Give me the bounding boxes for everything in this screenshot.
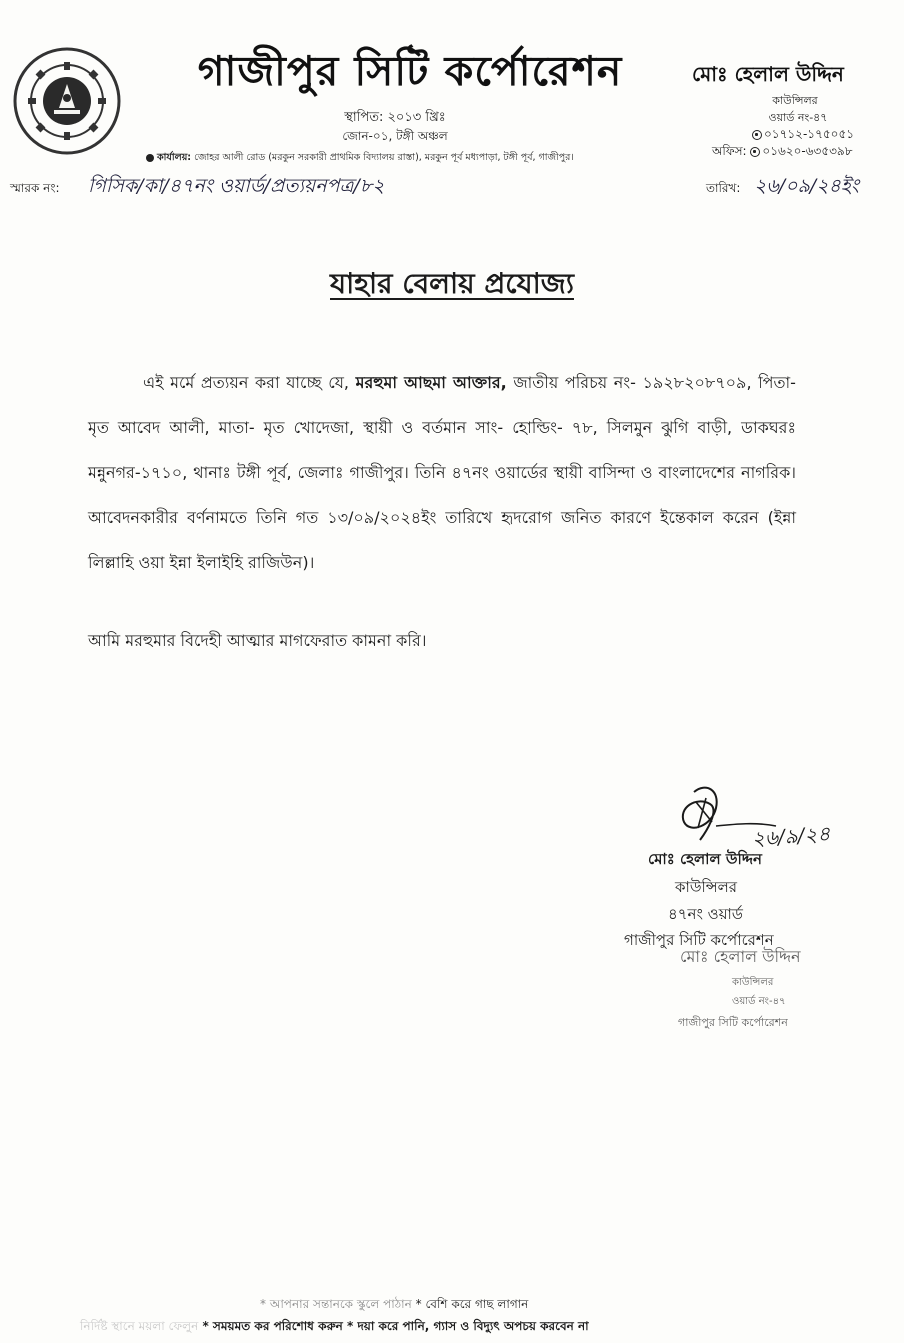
document-heading: যাহার বেলায় প্রযোজ্য — [330, 267, 574, 300]
signatory-org: গাজীপুর সিটি কর্পোরেশন — [624, 931, 774, 949]
councillor-title: কাউন্সিলর — [772, 94, 818, 107]
office-label: কার্যালয়: — [157, 152, 192, 163]
memo-number-label: স্মারক নং: — [10, 181, 60, 195]
signatory-name: মোঃ হেলাল উদ্দিন — [648, 850, 762, 868]
condolence-line: আমি মরহুমার বিদেহী আত্মার মাগফেরাত কামনা করি। — [88, 631, 427, 650]
footer-slogan-line-2 — [80, 1318, 900, 1338]
paragraph-intro: এই মর্মে প্রত্যয়ন করা যাচ্ছে যে, — [143, 373, 349, 392]
certificate-paragraph — [88, 360, 796, 585]
seal-org: গাজীপুর সিটি কর্পোরেশন — [678, 1016, 788, 1029]
paragraph-details: জাতীয় পরিচয় নং- ১৯২৮২০৮৭০৯, পিতা- মৃত আবেদ আলী, মাতা- মৃত খোদেজা, স্থায়ী ও বর্তমান সাং- হোল্ডিং- ৭৮, সিলমুন ঝুগি বাড়ী, ডাকঘরঃ মন্নুনগর-১৭১০, থানাঃ টঙ্গী পূর্ব, জেলাঃ গাজীপুর। তিনি ৪৭নং ওয়ার্ডের স্থায়ী বাসিন্দা ও বাংলাদেশের নাগরিক। আবেদনকারীর বর্ণনামতে তিনি গত ১৩/০৯/২০২৪ইং তারিখে হৃদরোগ জনিত কারণে ইন্তেকাল করেন (ইন্না লিল্লাহি ওয়া ইন্না ইলাইহি রাজিউন)। — [88, 373, 796, 572]
zone-label: জোন-০১, টঙ্গী অঞ্চল — [342, 129, 448, 143]
gazipur-city-corporation-logo-icon — [12, 46, 122, 156]
org-title: গাজীপুর সিটি কর্পোরেশন — [197, 47, 623, 95]
date-value: ২৬/০৯/২৪ইং — [754, 175, 859, 197]
established-year: স্থাপিত: ২০১৩ খ্রিঃ — [344, 110, 446, 125]
footer-slogan-trees: * বেশি করে গাছ লাগান — [415, 1297, 529, 1311]
footer-slogan-school: * আপনার সন্তানকে স্কুলে পাঠান — [260, 1297, 412, 1311]
seal-ward: ওয়ার্ড নং-৪৭ — [732, 996, 786, 1007]
office-address: জোহর আলী রোড (মরকুন সরকারী প্রাথমিক বিদ্যালয় রাস্তা), মরকুন পূর্ব মধ্যপাড়া, টঙ্গী পূর্ব, গাজীপুর। — [194, 152, 574, 163]
signatory-ward: ৪৭নং ওয়ার্ড — [668, 905, 743, 923]
footer-slogan-tax-utilities: * সময়মত কর পরিশোধ করুন * দয়া করে পানি, গ্যাস ও বিদ্যুৎ অপচয় করবেন না — [202, 1319, 589, 1333]
office-phone-number: ০১৬২০-৬৩৫৩৯৮ — [762, 144, 853, 158]
phone-icon — [750, 147, 760, 157]
date-label: তারিখ: — [706, 181, 741, 195]
location-pin-icon — [146, 154, 154, 162]
footer-slogan-line-1 — [260, 1296, 660, 1316]
seal-name: মোঃ হেলাল উদ্দিন — [680, 947, 801, 966]
deceased-name: মরহুমা আছমা আক্তার, — [355, 373, 507, 392]
handwritten-date: ২৬/৯/২৪ — [751, 821, 832, 851]
footer-slogan-waste: নির্দিষ্ট স্থানে ময়লা ফেলুন — [80, 1319, 199, 1333]
office-phone-label: অফিস: — [712, 144, 747, 158]
memo-number-value: গিসিক/কা/৪৭নং ওয়ার্ড/প্রত্যয়নপত্র/৮২ — [88, 175, 385, 197]
councillor-name: মোঃ হেলাল উদ্দিন — [692, 62, 844, 86]
office-address-line — [146, 151, 686, 166]
phone-icon — [752, 130, 762, 140]
official-seal-stamp — [676, 944, 856, 1033]
mobile-phone-number: ০১৭১২-১৭৫০৫১ — [764, 127, 855, 141]
seal-title: কাউন্সিলর — [732, 977, 774, 988]
signatory-title: কাউন্সিলর — [675, 878, 738, 896]
office-phone — [712, 143, 892, 163]
ward-number: ওয়ার্ড নং-৪৭ — [768, 111, 828, 124]
